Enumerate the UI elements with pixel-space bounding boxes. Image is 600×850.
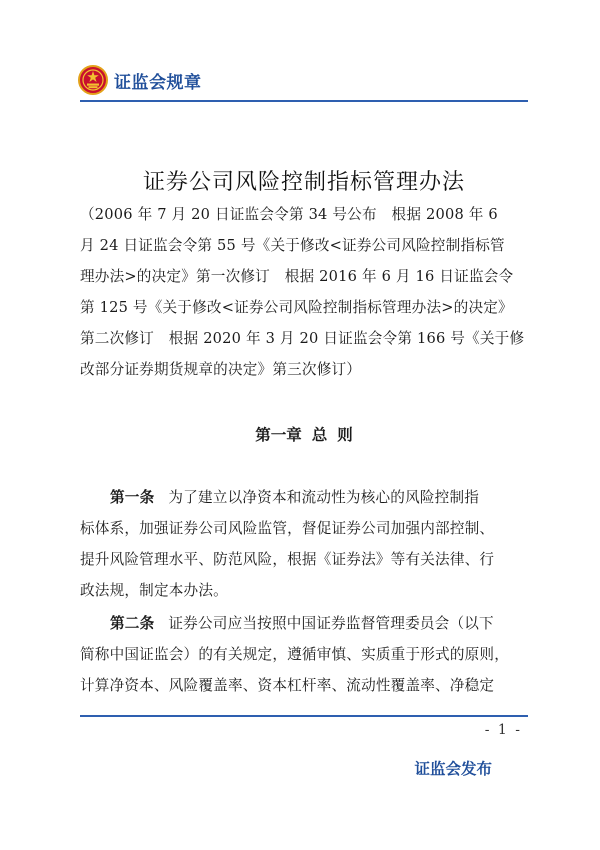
history-line: （2006 年 7 月 20 日证监会令第 34 号公布 根据 2008 年 6 bbox=[80, 206, 498, 223]
article-line: 计算净资本、风险覆盖率、资本杠杆率、流动性覆盖率、净稳定 bbox=[80, 677, 495, 694]
chapter-heading bbox=[80, 423, 528, 445]
document-title: 证券公司风险控制指标管理办法 bbox=[142, 170, 465, 195]
history-line: 月 24 日证监会令第 55 号《关于修改<证券公司风险控制指标管 bbox=[80, 237, 505, 254]
article-label: 第一条 bbox=[110, 489, 155, 506]
article-line: 标体系，加强证券公司风险监管，督促证券公司加强内部控制、 bbox=[80, 520, 495, 537]
article-first-line bbox=[80, 612, 528, 633]
national-emblem-icon bbox=[78, 65, 108, 95]
history-line: 第 125 号《关于修改<证券公司风险控制指标管理办法>的决定》 bbox=[80, 299, 513, 316]
history-line: 第二次修订 根据 2020 年 3 月 20 日证监会令第 166 号《关于修 bbox=[80, 330, 525, 347]
article-text: 为了建立以净资本和流动性为核心的风险控制指 bbox=[168, 489, 480, 506]
chapter-number: 第一章 bbox=[255, 426, 302, 444]
header-divider bbox=[80, 100, 528, 102]
article-line: 提升风险管理水平、防范风险，根据《证券法》等有关法律、行 bbox=[80, 551, 495, 568]
history-line: 改部分证券期货规章的决定》第三次修订） bbox=[80, 361, 362, 378]
chapter-name: 总 bbox=[311, 426, 328, 444]
footer-divider bbox=[80, 715, 528, 717]
history-line: 理办法>的决定》第一次修订 根据 2016 年 6 月 16 日证监会令 bbox=[80, 268, 514, 285]
article-line: 简称中国证监会）的有关规定，遵循审慎、实质重于形式的原则， bbox=[80, 646, 510, 663]
page-number: - 1 - bbox=[484, 722, 522, 738]
header-title: 证监会规章 bbox=[114, 72, 202, 93]
article-label: 第二条 bbox=[110, 615, 155, 632]
article-first-line bbox=[80, 486, 528, 507]
page-header bbox=[78, 62, 202, 98]
chapter-name: 则 bbox=[337, 426, 353, 444]
article-line: 政法规，制定本办法。 bbox=[80, 582, 228, 599]
article-text: 证券公司应当按照中国证券监督管理委员会（以下 bbox=[168, 615, 494, 632]
footer-publisher: 证监会发布 bbox=[414, 760, 492, 778]
